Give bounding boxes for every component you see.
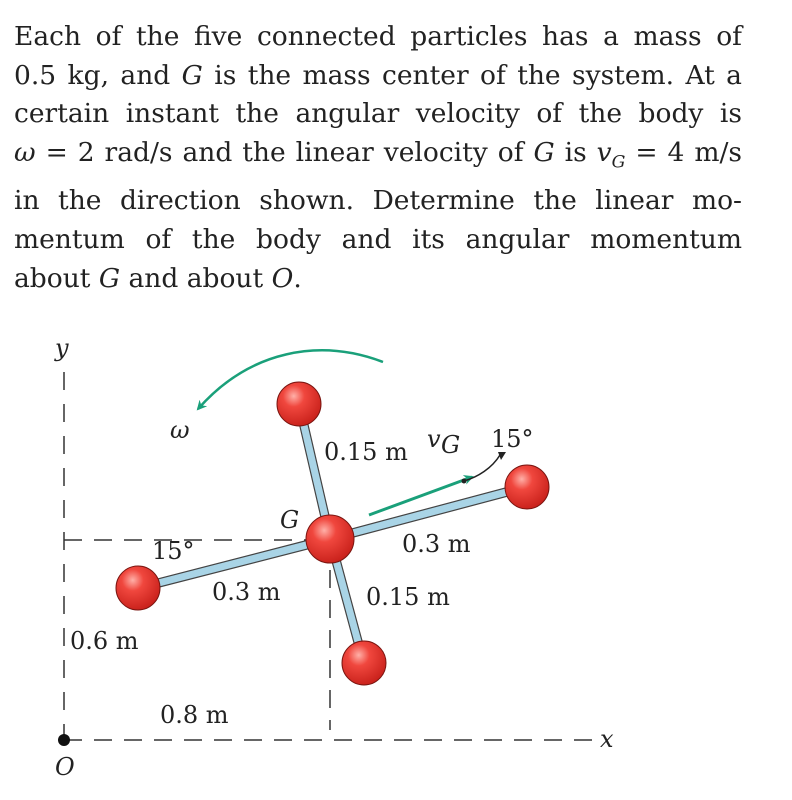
- velocity-label: [427, 425, 460, 459]
- origin-point: [58, 734, 70, 746]
- y-axis-label: y: [55, 334, 69, 362]
- particle-right: [505, 465, 549, 509]
- center-label: G: [280, 506, 300, 534]
- particle-left: [116, 566, 160, 610]
- problem-line-4: ω = 2 rad/s and the linear velocity of G is $v_G = 4$ m/s: [14, 137, 742, 173]
- height-dimension: 0.6 m: [70, 627, 139, 655]
- omega-label: ω: [170, 416, 190, 444]
- down-arm-dimension: 0.15 m: [366, 583, 450, 611]
- up-arm-dimension: 0.15 m: [324, 438, 408, 466]
- angle-left-label: 15°: [152, 537, 195, 565]
- angle-vertex-dot: [462, 479, 467, 484]
- x-axis-label: x: [600, 725, 614, 753]
- problem-line-7: about G and about O.: [14, 262, 302, 294]
- particle-bottom: [342, 641, 386, 685]
- problem-line-6: mentum of the body and its angular momentum: [14, 223, 742, 255]
- particle-center: [306, 515, 354, 563]
- width-dimension: 0.8 m: [160, 701, 229, 729]
- particle-top: [277, 382, 321, 426]
- problem-line-2: 0.5 kg, and G is the mass center of the system. At a: [14, 59, 742, 91]
- problem-line-1: Each of the five connected particles has a mass of: [14, 21, 742, 52]
- angle-right-label: 15°: [491, 425, 534, 453]
- left-arm-dimension: 0.3 m: [212, 578, 281, 606]
- problem-line-5: in the direction shown. Determine the linear mo-: [14, 185, 742, 217]
- problem-line-3: certain instant the angular velocity of the body is: [14, 98, 742, 130]
- origin-label: O: [55, 753, 75, 781]
- right-arm-dimension: 0.3 m: [402, 530, 471, 558]
- velocity-label-sub: G: [441, 431, 461, 459]
- velocity-label-main: v: [427, 425, 441, 453]
